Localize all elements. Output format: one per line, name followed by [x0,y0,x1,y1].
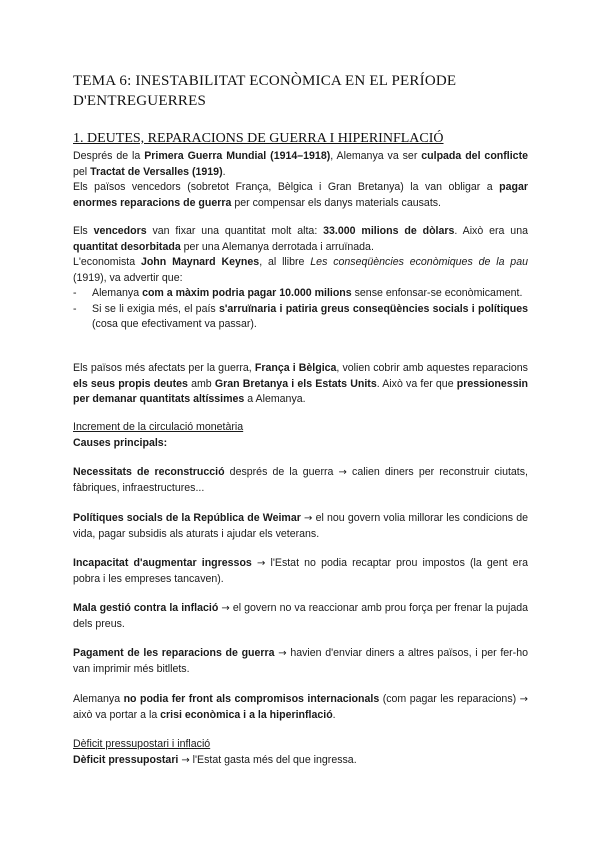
list-item: - Si se li exigia més, el país s'arruïnaria i patiria greus conseqüències socials i polítiques (cosa que efectivament va passar). [73,302,529,330]
bold-33000: 33.000 milions de dòlars [323,225,455,237]
bold-primera-guerra: Primera Guerra Mundial (1914–1918) [144,150,331,162]
dash-bullet: - [73,302,77,315]
subheading-circulacio: Increment de la circulació monetària [73,421,244,433]
arrow-icon: → [221,603,230,614]
section-heading-deutes: 1. DEUTES, REPARACIONS DE GUERRA I HIPERINFLACIÓ [73,131,444,146]
paragraph-paisos-afectats: Els països més afectats per la guerra, França i Bèlgica, volien cobrir amb aquestes reparacions els seus propis deutes amb Gran Bretanya i els Estats Units. Això va fer que pressionessin per demanar quantitats altíssimes a Alemanya. [73,362,528,405]
book-title: Les conseqüències econòmiques de la pau [310,256,528,268]
section1-intro [73,149,528,211]
conclusion-crisi: Alemanya no podia fer front als compromisos internacionals (com pagar les reparacions) → això va portar a la crisi econòmica i a la hiperinflació. [73,693,528,721]
paragraph-keynes: L'economista John Maynard Keynes, al llibre Les conseqüències econòmiques de la pau (1919), va advertir que: [73,256,528,284]
section1-quantity [73,224,528,333]
cause-inflacio: Mala gestió contra la inflació → el govern no va reaccionar amb prou força per frenar la pujada dels preus. [73,602,528,630]
deficit-section: Dèficit pressupostari i inflació Dèficit pressupostari → l'Estat gasta més del que ingressa. [73,737,528,768]
bold-reparacions: pagar enormes reparacions de guerra [73,181,528,209]
section1-paisos [73,361,528,408]
bold-culpada: culpada del conflicte [421,150,528,162]
document-title: TEMA 6: INESTABILITAT ECONÒMICA EN EL PERÍODE D'ENTREGUERRES [73,73,457,109]
cause-reparacions: Pagament de les reparacions de guerra → havien d'enviar diners a altres països, i per fer-ho van imprimir més bitllets. [73,647,528,675]
arrow-icon: → [519,694,528,705]
cause-weimar: Polítiques socials de la República de Weimar → el nou govern volia millorar les condicions de vida, pagar subsidis als aturats i ajudar els veterans. [73,512,528,540]
cause-ingressos: Incapacitat d'augmentar ingressos → l'Estat no podia recaptar prou impostos (la gent era pobra i les empreses tancaven). [73,557,528,585]
keynes-list [73,286,528,333]
arrow-icon: → [181,754,190,766]
arrow-icon: → [304,513,313,524]
paragraph-vencedors: Els països vencedors (sobretot França, Bèlgica i Gran Bretanya) la van obligar a pagar enormes reparacions de guerra per compensar els danys materials causats. [73,181,528,209]
bold-tractat: Tractat de Versalles (1919) [90,165,223,178]
circulation-header [73,420,528,451]
dash-bullet: - [73,287,77,299]
paragraph-quantitat: Els vencedors van fixar una quantitat molt alta: 33.000 milions de dòlars. Això era una quantitat desorbitada per una Alemanya derrotada i arruïnada. [73,225,528,253]
bold-keynes: John Maynard Keynes [140,256,260,268]
arrow-icon: → [278,648,287,659]
arrow-icon: → [338,467,347,478]
cause-reconstruccio: Necessitats de reconstrucció després de la guerra → calien diners per reconstruir ciutats, fàbriques, infraestructures... [73,466,528,494]
list-item: - Alemanya com a màxim podria pagar 10.000 milions sense enfonsar-se econòmicament. [73,286,528,302]
causes-label: Causes principals: [73,436,168,449]
paragraph-versalles: Després de la Primera Guerra Mundial (1914–1918), Alemanya va ser culpada del conflicte pel Tractat de Versalles (1919). [73,150,528,178]
arrow-icon: → [256,558,266,569]
subheading-deficit: Dèficit pressupostari i inflació [73,738,211,750]
